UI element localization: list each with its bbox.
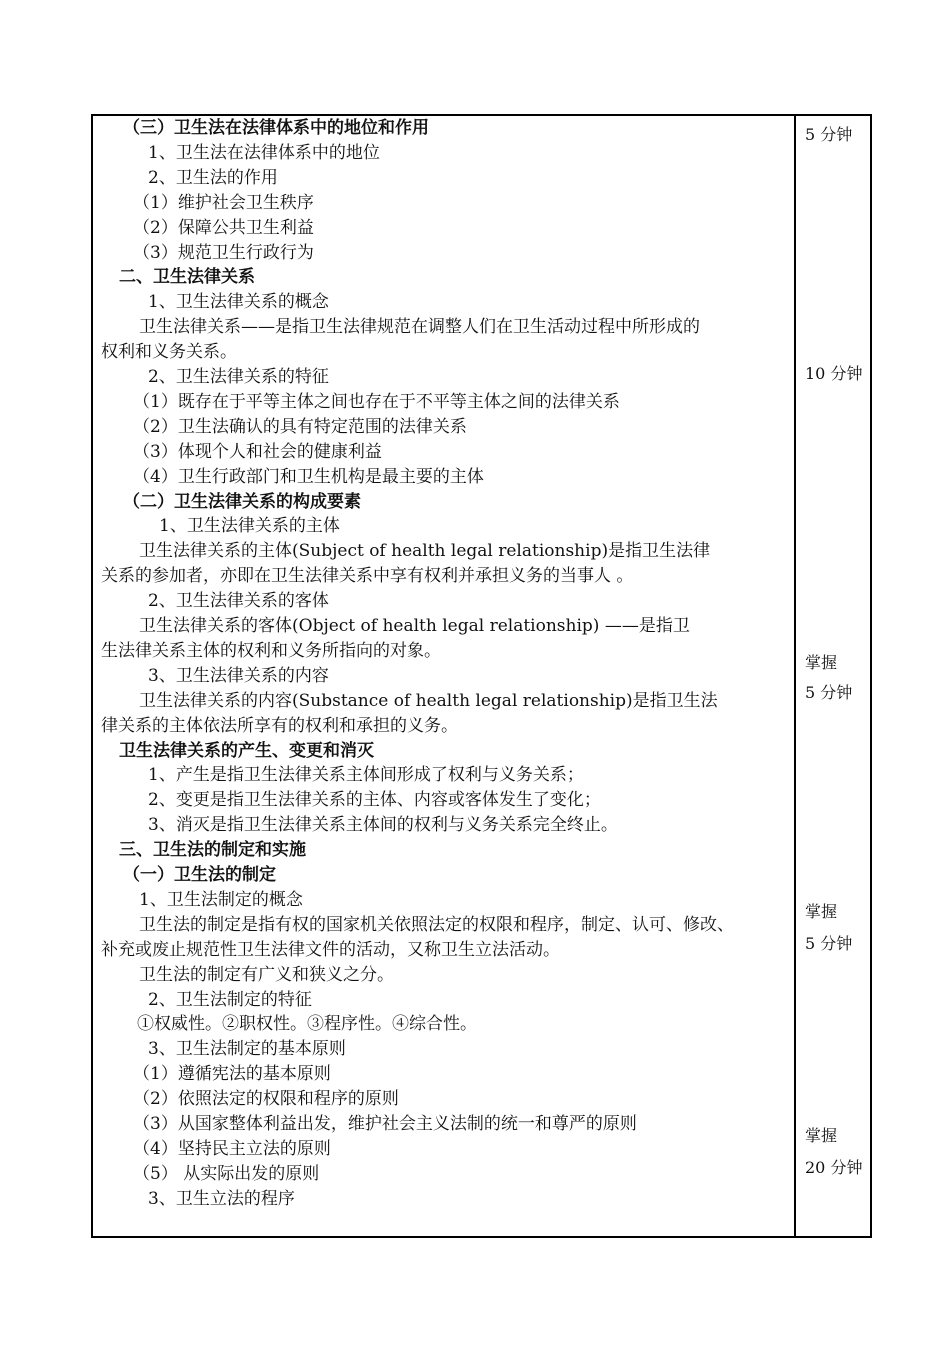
text-line: 1、卫生法律关系的主体 — [159, 516, 340, 537]
text-line: 补充或废止规范性卫生法律文件的活动，又称卫生立法活动。 — [101, 939, 560, 960]
text-line: 律关系的主体依法所享有的权利和承担的义务。 — [101, 715, 458, 736]
text-line: ①权威性。②职权性。③程序性。④综合性。 — [137, 1014, 477, 1035]
text-line: 生法律关系主体的权利和义务所指向的对象。 — [101, 640, 441, 661]
text-line: 2、卫生法制定的特征 — [148, 989, 312, 1010]
text-line: 1、卫生法在法律体系中的地位 — [148, 142, 380, 163]
section-heading: （三）卫生法在法律体系中的地位和作用 — [123, 118, 429, 138]
text-line: 3、消灭是指卫生法律关系主体间的权利与义务关系完全终止。 — [148, 815, 618, 836]
text-line: 3、卫生法律关系的内容 — [148, 665, 329, 686]
text-line: 2、变更是指卫生法律关系的主体、内容或客体发生了变化； — [148, 790, 601, 811]
time-note: 掌握 — [805, 901, 838, 921]
time-note: 20 分钟 — [805, 1158, 863, 1178]
time-note: 5 分钟 — [805, 682, 853, 702]
text-line: 1、卫生法律关系的概念 — [148, 292, 329, 313]
section-heading: 二、卫生法律关系 — [119, 267, 255, 288]
section-heading: 三、卫生法的制定和实施 — [119, 840, 306, 861]
text-line: （2）依照法定的权限和程序的原则 — [133, 1089, 399, 1110]
text-line: （1）既存在于平等主体之间也存在于不平等主体之间的法律关系 — [133, 391, 620, 412]
column-divider — [794, 116, 796, 1236]
text-line: 卫生法律关系的内容(Substance of health legal relationship)是指卫生法 — [139, 690, 718, 711]
text-line: 卫生法律关系——是指卫生法律规范在调整人们在卫生活动过程中所形成的 — [139, 317, 700, 338]
text-line: 3、卫生法制定的基本原则 — [148, 1039, 346, 1060]
text-line: 2、卫生法的作用 — [148, 167, 278, 188]
text-line: 关系的参加者，亦即在卫生法律关系中享有权利并承担义务的当事人 。 — [101, 566, 634, 587]
text-line: 卫生法律关系的客体(Object of health legal relationship) ——是指卫 — [139, 616, 690, 636]
section-heading: （一）卫生法的制定 — [123, 865, 276, 885]
text-line: （3）规范卫生行政行为 — [133, 242, 314, 263]
text-line: （1）维护社会卫生秩序 — [133, 192, 314, 213]
text-line: （5） 从实际出发的原则 — [133, 1163, 320, 1184]
text-line: 2、卫生法律关系的特征 — [148, 367, 329, 387]
text-line: （2）保障公共卫生利益 — [133, 217, 314, 238]
time-note: 5 分钟 — [805, 125, 853, 144]
text-line: 卫生法的制定有广义和狭义之分。 — [139, 964, 394, 985]
text-line: 卫生法的制定是指有权的国家机关依照法定的权限和程序，制定、认可、修改、 — [139, 914, 734, 935]
time-note: 5 分钟 — [805, 934, 853, 954]
text-line: （1）遵循宪法的基本原则 — [133, 1064, 331, 1085]
time-note: 掌握 — [805, 652, 838, 672]
text-line: 1、卫生法制定的概念 — [139, 889, 303, 910]
text-line: （4）坚持民主立法的原则 — [133, 1138, 331, 1159]
text-line: 权利和义务关系。 — [101, 342, 237, 363]
time-note: 10 分钟 — [805, 364, 863, 384]
text-line: 3、卫生立法的程序 — [148, 1188, 295, 1209]
section-heading: 卫生法律关系的产生、变更和消灭 — [119, 740, 374, 761]
text-line: （2）卫生法确认的具有特定范围的法律关系 — [133, 416, 467, 437]
text-line: （4）卫生行政部门和卫生机构是最主要的主体 — [133, 466, 484, 487]
content-table — [91, 114, 872, 1238]
text-line: （3）从国家整体利益出发，维护社会主义法制的统一和尊严的原则 — [133, 1114, 637, 1134]
text-line: （3）体现个人和社会的健康利益 — [133, 441, 382, 462]
text-line: 卫生法律关系的主体(Subject of health legal relationship)是指卫生法律 — [139, 541, 711, 562]
text-line: 2、卫生法律关系的客体 — [148, 591, 329, 612]
text-line: 1、产生是指卫生法律关系主体间形成了权利与义务关系； — [148, 765, 584, 786]
section-heading: （二）卫生法律关系的构成要素 — [123, 491, 361, 512]
time-note: 掌握 — [805, 1125, 838, 1145]
